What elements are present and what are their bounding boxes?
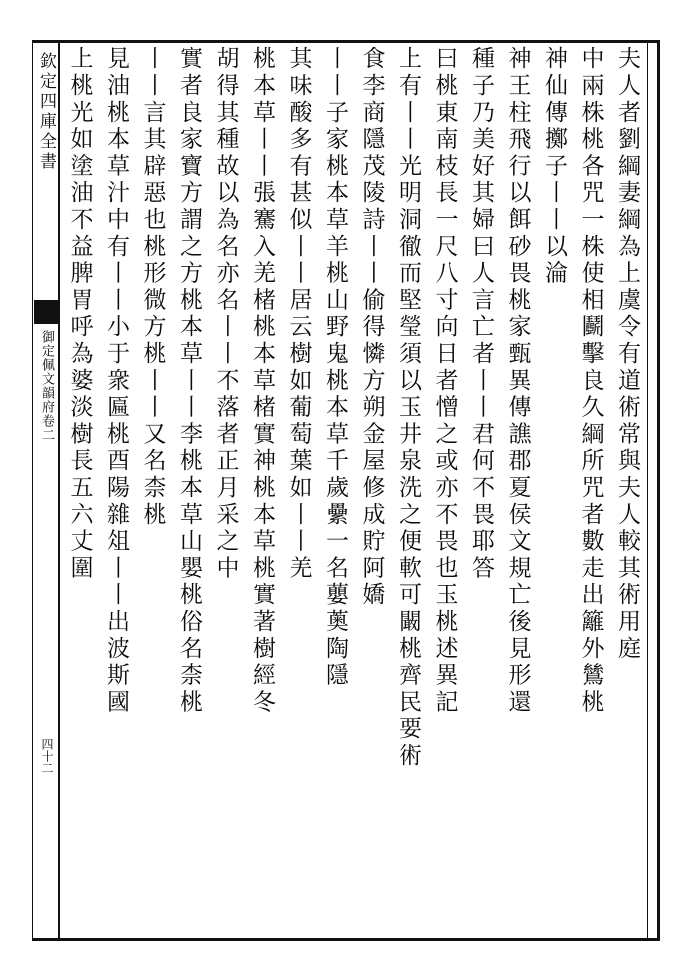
text-column: 曰桃東南枝長一尺八寸向日者憎之或亦不畏也玉桃述異記 bbox=[431, 46, 458, 716]
frame-left-rule bbox=[32, 40, 33, 941]
text-column: 丨丨子家桃本草羊桃山野鬼桃本草千歲纍一名蘡薁陶隱 bbox=[322, 46, 348, 690]
text-column: 其味酸多有甚似丨丨居云樹如葡萄葉如丨丨羌 bbox=[285, 46, 312, 582]
text-column: 食李商隱茂陵詩丨丨偷得憐方朔金屋修成貯阿嬌 bbox=[358, 46, 385, 609]
text-column: 實者良家寶方謂之方桃本草丨丨李桃本草山嬰桃俗名柰桃 bbox=[176, 46, 202, 716]
volume-title: 御定佩文韻府卷二 bbox=[39, 330, 54, 442]
text-columns bbox=[62, 46, 646, 934]
page-number: 四十二 bbox=[40, 738, 54, 774]
text-column: 中兩株桃各咒一株使相鬬擊良久綱所咒者數走出籬外鷥桃 bbox=[577, 46, 604, 716]
text-column: 夫人者劉綱妻綱為上虞令有道術常與夫人較其術用庭 bbox=[614, 46, 640, 663]
text-column: 丨丨言其辟惡也桃形微方桃丨丨又名柰桃 bbox=[139, 46, 166, 529]
text-column: 桃本草丨丨張騫入羌楮桃本草楮實神桃本草桃實著樹經冬 bbox=[249, 46, 275, 716]
text-column: 神仙傳擲子丨丨以淪 bbox=[541, 46, 567, 288]
text-column: 種子乃美好其婦曰人言亡者丨丨君何不畏耶答 bbox=[468, 46, 494, 582]
book-title: 欽定四庫全書 bbox=[36, 52, 56, 172]
text-column: 神王柱飛行以餌砂畏桃家甄異傳譙郡夏侯文規亡後見形還 bbox=[504, 46, 531, 716]
margin-divider-rule bbox=[58, 40, 60, 941]
text-column: 見油桃本草汁中有丨丨小于衆匾桃酉陽雜俎丨丨出波斯國 bbox=[103, 46, 129, 716]
text-column: 胡得其種故以為名亦名丨丨不落者正月采之中 bbox=[212, 46, 239, 582]
frame-top-rule bbox=[32, 40, 660, 43]
frame-inner-right-rule bbox=[647, 40, 648, 941]
frame-bottom-rule bbox=[32, 938, 660, 941]
fish-tail-mark bbox=[34, 300, 58, 324]
frame-right-rule bbox=[657, 40, 660, 941]
text-column: 上桃光如塗油不益脾胃呼為婆淡樹長五六丈圍 bbox=[66, 46, 93, 582]
text-column: 上有丨丨光明洞徹而堅瑩須以玉井泉洗之便軟可闞桃齊民要術 bbox=[395, 46, 421, 770]
